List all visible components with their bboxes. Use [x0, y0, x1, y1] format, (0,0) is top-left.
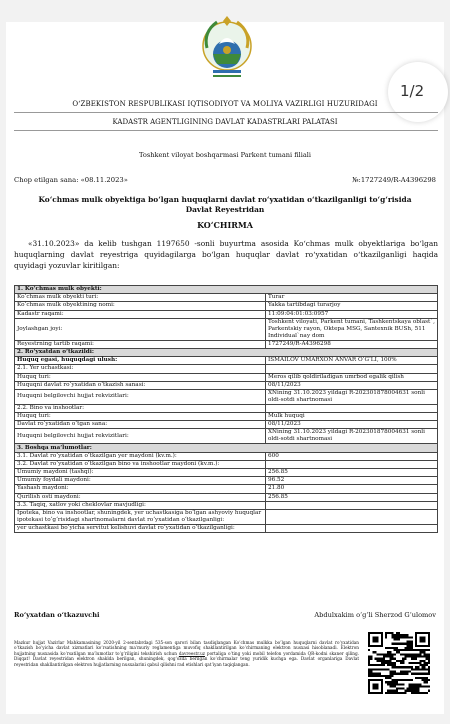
table-row: yer uchastkasi bo‘yicha servitut kelishuvi davlat ro‘yxatidan o‘tkazilganligi: — [15, 524, 438, 532]
document-title: Ko‘chmas mulk obyektiga bo‘lgan huquqlarni davlat ro‘yxatidan o‘tkazilganligi to‘g‘risida Davlat Reyestridan — [38, 195, 412, 214]
table-row: Huquqni belgilovchi hujjat rekvizitlari: XNining 31.10.2023 yildagi R-202301878004631 sonli oldi-sotdi shartnomasi — [15, 429, 438, 444]
footnote-text-2: portaliga o‘ting yoki mobil telefon yordamida QR-kodni skaner qiling. Diqqat! Davlat reyestridan elektron shaklda berilgan, shuningdek, qog‘ozda berilgan ko‘chirmalar teng yuridik kuchga ega. Davlat organlariga Davlat reyestridan shakllantirilgan elektron hujjatlarning nusxalarini qabul qilishni rad etishlari qat‘iyan taqiqlangan. — [14, 650, 359, 667]
agency-heading: KADASTR AGENTLIGINING DAVLAT KADASTRLARI PALATASI — [112, 118, 338, 126]
table-row: 3.3. Taqiq, xatlov yoki cheklovlar mavjudligi: — [15, 501, 438, 509]
table-row: 2.2. Bino va inshootlar: — [15, 404, 438, 412]
header-divider — [14, 112, 438, 113]
table-row: Huquqni davlat ro‘yxatidan o‘tkazish sanasi: 08/11/2023 — [15, 381, 438, 389]
table-row: 3.1. Davlat ro‘yxatidan o‘tkazilgan yer maydoni (kv.m.): 600 — [15, 452, 438, 460]
footnote-text: Mazkur hujjat Vazirlar Mahkamasining 2020-yil 2-sentabrdagi 535-son qarori bilan tasdiqlangan Ko‘chmas mulkka bo‘lgan huquqlarni davlat ro‘yxatidan o‘tkazish bo‘yicha davlat xizmatlari ko‘rsatishning ma‘muriy reglamentiga muvofiq shakllantirilgan ko‘chirmaning elektron nusxasi hisoblanadi. Elektron hujjatning nusxasida ko‘rsatilgan ma‘lumotlar to‘g‘riligini tekshirish uchun — [14, 640, 359, 656]
table-row: Huquq turi: Meros qilib qoldiriladigan umrbod egalik qilish — [15, 373, 438, 381]
document-subtitle: KO‘CHIRMA — [197, 220, 253, 230]
table-row: Ko‘chmas mulk obyekti turi: Turar — [15, 294, 438, 302]
table-row: 3.2. Davlat ro‘yxatidan o‘tkazilgan bino va inshootlar maydoni (kv.m.): — [15, 460, 438, 468]
table-section-header: 2. Ro‘yxatdan o‘tkazildi: — [15, 348, 438, 356]
branch-heading: Toshkent viloyat boshqarmasi Parkent tumani filiali — [139, 151, 311, 159]
table-row: Umumiy foydali maydoni: 96.52 — [15, 477, 438, 485]
state-emblem-icon — [197, 14, 257, 82]
registrar-name: Abdulxakim o‘g‘li Sherzod G‘ulomov — [314, 611, 436, 619]
table-row: Ko‘chmas mulk obyektining nomi: Yakka tartibdagi turarjoy — [15, 302, 438, 310]
table-section-header: 3. Boshqa ma‘lumotlar: — [15, 444, 438, 452]
table-row: Umumiy maydoni (tashqi): 256.85 — [15, 469, 438, 477]
table-row: Davlat ro‘yxatidan o‘tgan sana: 08/11/2023 — [15, 421, 438, 429]
ministry-heading: O‘ZBEKISTON RESPUBLIKASI IQTISODIYOT VA MOLIYA VAZIRLIGI HUZURIDAGI — [72, 100, 378, 108]
page-indicator-label: 1/2 — [400, 82, 425, 100]
table-section-header: 1. Ko‘chmas mulk obyekti: — [15, 286, 438, 294]
table-row: Yashash maydoni: 21.80 — [15, 485, 438, 493]
davreestr-link[interactable]: davreestr.uz — [178, 650, 205, 656]
intro-paragraph: «31.10.2023» da kelib tushgan 1197650 -sonli buyurtma asosida Ko‘chmas mulk obyektlariga bo‘lgan huquqlarning davlat reyestriga quyidagilarga bo‘lgan huquqlar davlat ro‘yxatidan o‘tkazilganligi haqida quyidagi yozuvlar kiritilgan: — [14, 239, 438, 270]
table-row: Qurilish osti maydoni: 256.85 — [15, 493, 438, 501]
table-row: 2.1. Yer uchastkasi: — [15, 365, 438, 373]
page-indicator[interactable] — [388, 62, 448, 122]
legal-footnote — [14, 640, 359, 667]
print-date: Chop etilgan sana: «08.11.2023» — [14, 176, 128, 184]
document-number: №:1727249/R-A4396298 — [352, 176, 436, 184]
qr-code-icon[interactable] — [368, 632, 430, 694]
table-row: Huquqni belgilovchi hujjat rekvizitlari: XNining 31.10.2023 yildagi R-202301878004631 sonli oldi-sotdi shartnomasi — [15, 389, 438, 404]
table-row: Kadastr raqami: 11:09:04:01:03:0957 — [15, 310, 438, 318]
table-row: Reyestrning tartib raqami: 1727249/R-A4396298 — [15, 340, 438, 348]
table-row: Joylashgan joyi: Toshkent viloyati, Parkent tumani, Tashkentskaya oblast`, Parkentskiy rayon, Oktepa MSG, Santexnik BUSh, 511 Individual`naу dom — [15, 318, 438, 340]
table-row: Huquq turi: Mulk huquqi — [15, 413, 438, 421]
table-row: Ipoteka, bino va inshootlar, shuningdek, yer uchastkasiga bo‘lgan ashyoviy huquqlar ipotekasi to‘g‘risidagi shartnomalarni davlat ro‘yxatidan o‘tkazilganligi: — [15, 509, 438, 524]
header-divider — [14, 130, 438, 131]
registry-table — [14, 285, 438, 533]
table-row: Huquq egasi, huquqdagi ulush: ISMAILOV UMARXON ANVAR O‘G‘LI, 100% — [15, 357, 438, 365]
registrar-label: Ro‘yxatdan o‘tkazuvchi — [14, 611, 100, 619]
